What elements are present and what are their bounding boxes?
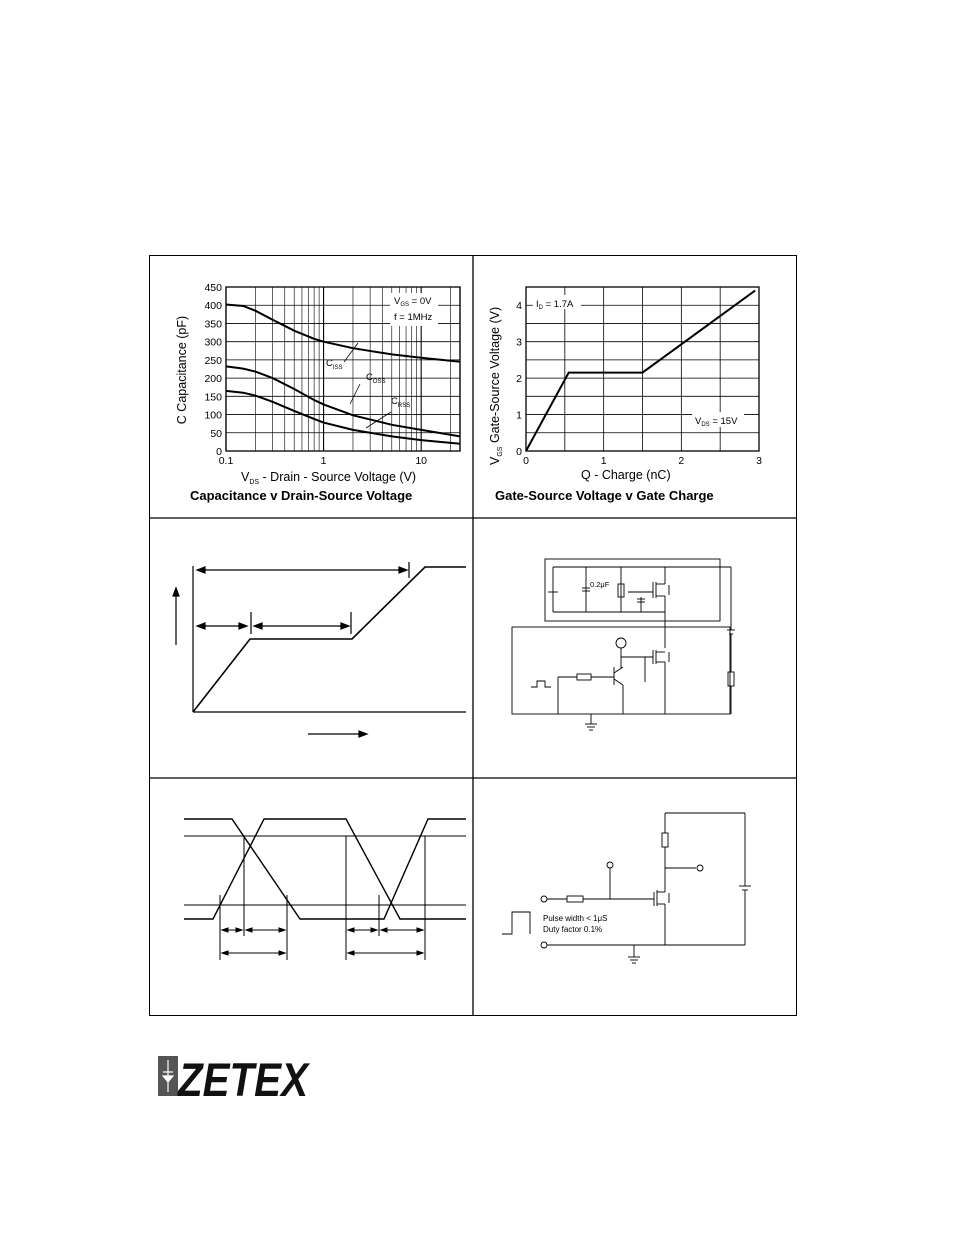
chart1-ytick-label: 0 xyxy=(216,446,222,458)
chart2-xlabel: Q - Charge (nC) xyxy=(581,468,671,482)
chart1-ylabel: C Capacitance (pF) xyxy=(175,315,189,425)
chart2-xtick-label: 2 xyxy=(678,455,685,467)
chart1-ytick-label: 400 xyxy=(204,300,222,313)
chart1-xlabel: $V_{DS}$ - Drain - Source Voltage (V) xyxy=(241,470,417,486)
chart1-ytick-label: 50 xyxy=(210,427,222,440)
chart1-ytick-label: 300 xyxy=(204,336,222,349)
chart2-ytick-label: 2 xyxy=(516,373,522,386)
chart1-series-line-coss xyxy=(226,366,460,436)
chart2-vds-note: $V_{DS} = 15V$ xyxy=(695,416,738,428)
chart2-ylabel: $V_{GS}$ Gate-Source Voltage (V) xyxy=(488,306,504,465)
chart1-ytick-label: 350 xyxy=(204,318,222,331)
switching-test-circuit xyxy=(502,813,751,963)
zetex-logo xyxy=(158,1052,311,1106)
chart2-ytick-label: 0 xyxy=(516,446,522,458)
chart2-ytick-label: 1 xyxy=(516,409,522,422)
chart1-title: Capacitance v Drain-Source Voltage xyxy=(190,488,413,503)
duty-factor-label: Duty factor 0.1% xyxy=(543,925,603,934)
chart1-ytick-label: 250 xyxy=(204,354,222,367)
chart1-ytick-label: 450 xyxy=(204,282,222,294)
series-label-coss: $C_{OSS}$ xyxy=(366,372,386,385)
chart1-xtick-label: 0.1 xyxy=(218,455,234,467)
chart2-ytick-label: 4 xyxy=(516,300,522,313)
chart1-freq-note: f = 1MHz xyxy=(394,312,433,323)
chart1-series-line-crss xyxy=(226,391,460,444)
logo-wordmark: ZETEX xyxy=(176,1053,311,1106)
chart1-ytick-label: 200 xyxy=(204,373,222,386)
pulse-width-label: Pulse width < 1μS xyxy=(543,914,608,923)
chart1-xtick-label: 10 xyxy=(415,455,428,467)
chart2-xtick-label: 1 xyxy=(600,455,607,467)
series-label-ciss: $C_{ISS}$ xyxy=(326,358,343,371)
chart1-xtick-label: 1 xyxy=(320,455,327,467)
chart2-xtick-label: 3 xyxy=(756,455,762,467)
capacitor-value-label: 0.2μF xyxy=(590,580,610,589)
chart1-vgs-note: $V_{GS} = 0V$ xyxy=(394,296,432,308)
chart2-ytick-label: 3 xyxy=(516,336,522,349)
chart2-xtick-label: 0 xyxy=(523,455,529,467)
chart2-title: Gate-Source Voltage v Gate Charge xyxy=(495,488,714,503)
gate-charge-test-circuit xyxy=(512,559,735,730)
switching-waveforms xyxy=(184,819,466,960)
chart1-ytick-label: 150 xyxy=(204,391,222,404)
chart1-ytick-label: 100 xyxy=(204,409,222,422)
series-label-crss: $C_{RSS}$ xyxy=(391,396,411,409)
gate-charge-waveform xyxy=(173,562,466,737)
gate-charge-chart xyxy=(516,287,762,467)
chart2-id-note: $I_D = 1.7A$ xyxy=(536,299,574,311)
